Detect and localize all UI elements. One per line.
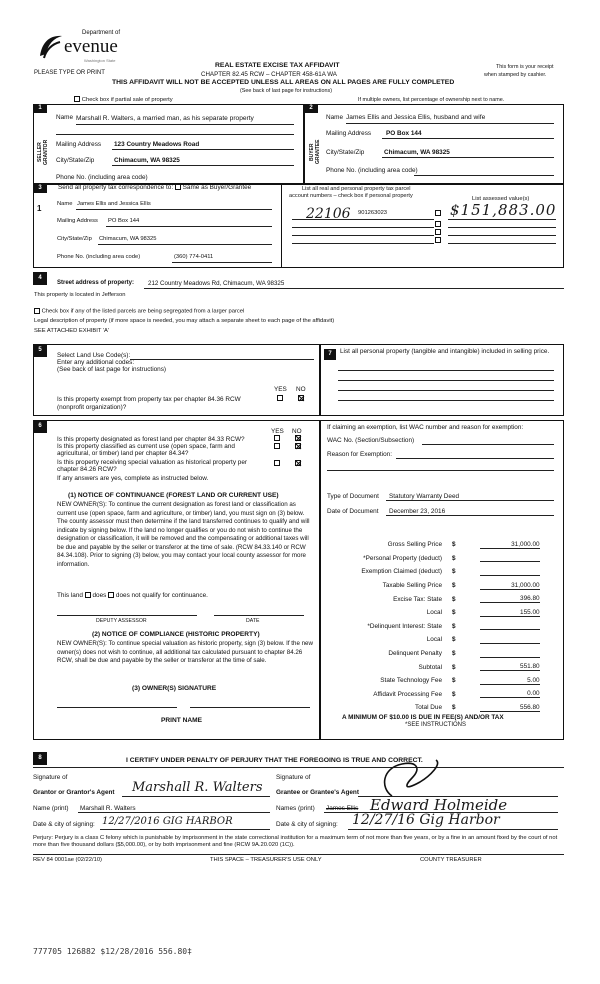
current-use-yes-checkbox[interactable] — [274, 443, 280, 450]
fee-value[interactable]: 31,000.00 — [480, 582, 540, 590]
grantor-date-handwritten[interactable]: 12/27/2016 GIG HARBOR — [102, 816, 233, 827]
fee-dollar: $ — [452, 704, 456, 712]
parcel-header-1: List all real and personal property tax parcel — [302, 186, 411, 192]
grantee-names-print-label: Names (print) — [276, 805, 315, 812]
segregated-row — [34, 308, 244, 315]
corr-phone-label: Phone No. (including area code) — [57, 254, 141, 260]
corr-mailing-value[interactable]: PO Box 144 — [108, 218, 140, 224]
forest-yes-checkbox[interactable] — [274, 435, 280, 442]
section-8-badge: 8 — [33, 752, 47, 765]
partial-sale-label: Check box if partial sale of property — [81, 97, 173, 103]
located-label: This property is located in — [34, 292, 101, 298]
minimum-due-note: A MINIMUM OF $10.00 IS DUE IN FEE(S) AND/OR TAX — [342, 714, 504, 721]
form-title: REAL ESTATE EXCISE TAX AFFIDAVIT — [215, 62, 340, 69]
current-use-question: Is this property classified as current use (open space, farm and agricultural, or timber) land per chapter 84.34? — [57, 443, 235, 457]
land-use-see-back: (See back of last page for instructions) — [57, 366, 167, 373]
grantor-mailing-label: Mailing Address — [56, 141, 102, 148]
fee-value[interactable] — [480, 568, 540, 576]
legal-exhibit[interactable]: SEE ATTACHED EXHIBIT 'A' — [34, 328, 110, 334]
s6-no-header: NO — [292, 428, 302, 435]
exempt-no-checkbox[interactable] — [298, 395, 304, 402]
grantee-signature[interactable]: Edward Holmeide — [370, 796, 508, 814]
section-4-badge: 4 — [33, 272, 47, 285]
notice-compliance-body: NEW OWNER(S): To continue special valuation as historic property, sign (3) below. If the new owner(s) does not wish to continue, all additional tax calculated pursuant to chapter 84.26 RCW, shall be due and payable by the seller or transferor at the time of sale. — [57, 640, 313, 664]
fee-row — [326, 660, 560, 674]
fee-value[interactable] — [480, 636, 540, 644]
fee-row — [326, 688, 560, 702]
parcel-number[interactable]: 901263023 — [358, 210, 388, 216]
fee-value[interactable]: 155.00 — [480, 609, 540, 617]
additional-codes-label: Enter any additional codes: — [57, 359, 135, 366]
current-use-no-checkbox[interactable] — [295, 443, 301, 450]
grantor-signature[interactable]: Marshall R. Walters — [132, 780, 263, 795]
grantee-name-label: Name — [326, 114, 344, 121]
notice-continuance-title: (1) NOTICE OF CONTINUANCE (FOREST LAND OR CURRENT USE) — [68, 492, 279, 499]
same-as-buyer-label: Same as Buyer/Grantee — [182, 184, 252, 191]
fee-value[interactable]: 556.80 — [480, 704, 540, 712]
located-row — [34, 292, 125, 298]
grantee-agent-label: Grantee or Grantee's Agent — [276, 789, 359, 796]
department-logo — [36, 30, 126, 68]
s5-no-header: NO — [296, 386, 306, 393]
street-label: Street address of property: — [57, 280, 135, 286]
grantee-city-value[interactable]: Chimacum, WA 98325 — [384, 149, 450, 156]
forest-question: Is this property designated as forest land per chapter 84.33 RCW? — [57, 436, 245, 443]
fee-label: Gross Selling Price — [387, 541, 442, 549]
fee-label: Delinquent Penalty — [388, 650, 442, 658]
correspondence-row-number: 1 — [37, 204, 42, 213]
partial-sale-row — [74, 96, 173, 103]
correspondence-header: Send all property tax correspondence to: — [58, 184, 174, 191]
yes-answers-note: If any answers are yes, complete as instructed below. — [57, 475, 209, 482]
parcel-checkbox-2[interactable] — [435, 221, 441, 228]
form-chapter: CHAPTER 82.45 RCW – CHAPTER 458-61A WA — [201, 71, 337, 78]
does-not-checkbox[interactable] — [108, 592, 114, 598]
fee-value[interactable]: 396.80 — [480, 595, 540, 603]
fee-dollar: $ — [452, 690, 456, 698]
section-1-badge: 1 — [33, 104, 47, 113]
date-label: DATE — [246, 618, 260, 624]
forest-no-checkbox[interactable] — [295, 435, 301, 442]
exempt-question: Is this property exempt from property tax per chapter 84.36 RCW (nonprofit organization)? — [57, 396, 241, 411]
county-treasurer: COUNTY TREASURER — [420, 857, 482, 863]
doc-date-label: Date of Document — [327, 508, 379, 515]
corr-city-label: City/State/Zip — [57, 236, 92, 242]
grantor-sig-of: Signature of — [33, 774, 68, 781]
fee-dollar: $ — [452, 663, 456, 671]
grantor-name-label: Name — [56, 114, 74, 121]
does-not-label: does not qualify for continuance. — [115, 592, 208, 599]
wac-label: WAC No. (Section/Subsection) — [327, 437, 415, 444]
notice-continuance-body: NEW OWNER(S): To continue the current designation as forest land or classification as current use (open space, farm and agriculture, or timber) land, you must sign on (3) below. The county assessor must then determine if the land transferred continues to qualify and will indicate by signing below. If the land no longer qualifies or you do not wish to continue the designation or classification, it will be removed and the compensating or additional taxes will be due and payable by the seller or transferor at the time of sale. (RCW 84.33.140 or RCW 84.34.108). Prior to signing (3) below, you may contact your local county assessor for more information. — [57, 501, 310, 568]
personal-property-label: List all personal property (tangible and intangible) included in selling price. — [340, 348, 550, 355]
seller-grantor-label: SELLER GRANTOR — [37, 139, 49, 165]
parcel-header-2: account numbers – check box if personal property — [289, 193, 413, 199]
grantor-name-value[interactable]: Marshall R. Walters, a married man, as his separate property — [76, 115, 254, 122]
fee-row — [326, 579, 560, 593]
fee-label: Affidavit Processing Fee — [373, 690, 442, 698]
doc-type-label: Type of Document — [327, 493, 379, 500]
print-name-label: PRINT NAME — [161, 717, 203, 724]
section-2-badge: 2 — [304, 104, 318, 113]
see-back-note: (See back of last page for instructions) — [240, 88, 332, 94]
qualify-row — [57, 592, 208, 599]
grantor-city-value[interactable]: Chimacum, WA 98325 — [114, 157, 180, 164]
grantee-date-label: Date & city of signing: — [276, 821, 338, 828]
s5-yes-header: YES — [274, 386, 287, 393]
notice-compliance-title: (2) NOTICE OF COMPLIANCE (HISTORIC PROPERTY) — [92, 631, 260, 638]
legal-description-label: Legal description of property (if more space is needed, you may attach a separate sheet to each page of the affidavit) — [34, 318, 335, 324]
corr-mailing-label: Mailing Address — [57, 218, 98, 224]
type-or-print: PLEASE TYPE OR PRINT — [34, 70, 105, 76]
parcel-handwritten[interactable]: 22106 — [306, 206, 351, 222]
fee-value[interactable] — [480, 622, 540, 630]
corr-phone-value[interactable]: (360) 774-0411 — [174, 254, 214, 260]
section-3-badge: 3 — [33, 184, 47, 193]
fee-table — [326, 538, 560, 715]
fee-value[interactable]: 0.00 — [480, 690, 540, 698]
fee-label: *Delinquent Interest: State — [367, 622, 442, 630]
grantee-city-label: City/State/Zip — [326, 149, 365, 156]
fee-label: Exemption Claimed (deduct) — [361, 568, 442, 576]
doc-date-value[interactable]: December 23, 2016 — [389, 508, 446, 515]
fee-value[interactable]: 31,000.00 — [480, 541, 540, 549]
grantor-city-label: City/State/Zip — [56, 157, 95, 164]
grantee-mailing-label: Mailing Address — [326, 130, 372, 137]
fee-dollar: $ — [452, 636, 456, 644]
s6-yes-header: YES — [271, 428, 284, 435]
located-value[interactable]: Jefferson — [101, 292, 126, 298]
logo-top-text: Department of — [82, 30, 121, 36]
parcel-checkbox-3[interactable] — [435, 229, 441, 236]
reason-label: Reason for Exemption: — [327, 451, 393, 458]
fee-dollar: $ — [452, 677, 456, 685]
parcel-checkbox-1[interactable] — [435, 210, 441, 217]
grantee-name-struck[interactable]: James Ellis — [326, 805, 359, 812]
historic-yes-checkbox[interactable] — [274, 460, 280, 467]
fee-dollar: $ — [452, 541, 456, 549]
grantor-agent-label: Grantor or Grantor's Agent — [33, 789, 115, 796]
fee-row — [326, 633, 560, 647]
fee-label: Taxable Selling Price — [382, 582, 442, 590]
corr-name-value[interactable]: James Ellis and Jessica Ellis — [77, 201, 151, 207]
section-7-badge: 7 — [324, 349, 336, 360]
fee-dollar: $ — [452, 609, 456, 617]
perjury-statement: Perjury: Perjury is a class C felony which is punishable by imprisonment in the state correctional institution for a maximum term of not more than five years, or by a fine in an amount fixed by the court of not more than five thousand dollars ($5,000.00), or by both imprisonment and fine (RCW 9A.20.020 (1C)). — [33, 835, 558, 849]
logo-main-text: evenue — [64, 36, 118, 57]
historic-no-checkbox[interactable] — [295, 460, 301, 467]
fee-dollar: $ — [452, 622, 456, 630]
owners-signature-label: (3) OWNER(S) SIGNATURE — [132, 685, 217, 692]
assessed-header: List assessed value(s) — [472, 196, 530, 202]
receipt-note-1: This form is your receipt — [496, 64, 554, 70]
grantor-name-print-value[interactable]: Marshall R. Walters — [80, 805, 136, 812]
exemption-header: If claiming an exemption, list WAC number and reason for exemption: — [327, 424, 524, 431]
logo-sub-text: Washington State — [84, 58, 116, 63]
correspondence-header-row — [58, 184, 251, 191]
assessed-handwritten[interactable]: $151,883.00 — [450, 201, 557, 219]
fee-row — [326, 552, 560, 566]
grantee-phone-label: Phone No. (including area code) — [326, 167, 418, 174]
segregated-label: Check box if any of the listed parcels are being segregated from a larger parcel — [41, 308, 245, 315]
fee-label: Total Due — [415, 704, 442, 712]
fee-row — [326, 701, 560, 715]
parcel-checkbox-4[interactable] — [435, 237, 441, 244]
section-6-badge: 6 — [33, 420, 47, 433]
buyer-grantee-label: BUYER GRANTEE — [309, 139, 321, 165]
grantor-name-print-label: Name (print) — [33, 805, 69, 812]
grantee-sig-of: Signature of — [276, 774, 311, 781]
receipt-note-2: when stamped by cashier. — [484, 72, 547, 78]
historic-question: Is this property receiving special valuation as historical property per chapter 84.26 RCW? — [57, 459, 248, 473]
fee-label: Excise Tax: State — [393, 595, 442, 603]
corr-city-value[interactable]: Chimacum, WA 98325 — [99, 236, 157, 242]
grantor-date-label: Date & city of signing: — [33, 821, 95, 828]
grantor-phone-label: Phone No. (including area code) — [56, 174, 148, 181]
certify-statement: I CERTIFY UNDER PENALTY OF PERJURY THAT THE FOREGOING IS TRUE AND CORRECT. — [126, 757, 423, 764]
grantee-mailing-value[interactable]: PO Box 144 — [386, 130, 422, 137]
same-as-buyer-checkbox[interactable] — [175, 184, 181, 190]
fee-value[interactable]: 551.80 — [480, 663, 540, 671]
fee-label: Local — [426, 609, 442, 617]
fee-label: State Technology Fee — [380, 677, 442, 685]
does-label: does — [92, 592, 107, 599]
fee-row — [326, 674, 560, 688]
form-warning: THIS AFFIDAVIT WILL NOT BE ACCEPTED UNLESS ALL AREAS ON ALL PAGES ARE FULLY COMPLETED — [112, 79, 455, 86]
fee-dollar: $ — [452, 554, 456, 562]
minimum-see-instructions: *SEE INSTRUCTIONS — [405, 722, 467, 728]
cashier-stamp: 777705 126882 $12/28/2016 556.80‡ — [33, 947, 192, 956]
segregated-checkbox[interactable] — [34, 308, 40, 314]
corr-name-label: Name — [57, 201, 73, 207]
logo-swoosh-icon — [36, 32, 66, 62]
fee-row — [326, 592, 560, 606]
fee-row — [326, 620, 560, 634]
this-land-label: This land — [57, 592, 83, 599]
street-value[interactable]: 212 Country Meadows Rd, Chimacum, WA 98325 — [148, 280, 285, 287]
exempt-yes-checkbox[interactable] — [277, 395, 283, 402]
fee-row — [326, 565, 560, 579]
fee-row — [326, 606, 560, 620]
land-use-label: Select Land Use Code(s): — [57, 352, 131, 359]
section-5-badge: 5 — [33, 344, 47, 357]
grantee-date-handwritten[interactable]: 12/27/16 Gig Harbor — [352, 812, 500, 828]
does-checkbox[interactable] — [85, 592, 91, 598]
partial-sale-checkbox[interactable] — [74, 96, 80, 102]
fee-value[interactable]: 5.00 — [480, 677, 540, 685]
fee-dollar: $ — [452, 582, 456, 590]
fee-dollar: $ — [452, 595, 456, 603]
fee-label: Subtotal — [418, 663, 442, 671]
form-number: REV 84 0001ae (02/22/10) — [33, 857, 102, 863]
fee-dollar: $ — [452, 568, 456, 576]
grantor-mailing-value[interactable]: 123 Country Meadows Road — [114, 141, 200, 148]
deputy-assessor-label: DEPUTY ASSESSOR — [96, 618, 147, 624]
grantee-name-value[interactable]: James Ellis and Jessica Ellis, husband and wife — [346, 114, 486, 121]
fee-label: *Personal Property (deduct) — [363, 554, 442, 562]
fee-label: Local — [426, 636, 442, 644]
fee-value[interactable] — [480, 650, 540, 658]
fee-row — [326, 538, 560, 552]
fee-value[interactable] — [480, 554, 540, 562]
fee-dollar: $ — [452, 650, 456, 658]
grantee-signature-mark — [372, 758, 452, 800]
fee-row — [326, 647, 560, 661]
multiple-owners-note: If multiple owners, list percentage of ownership next to name. — [358, 97, 505, 103]
doc-type-value[interactable]: Statutory Warranty Deed — [389, 493, 460, 500]
treasurer-use-only: THIS SPACE – TREASURER'S USE ONLY — [210, 857, 322, 863]
